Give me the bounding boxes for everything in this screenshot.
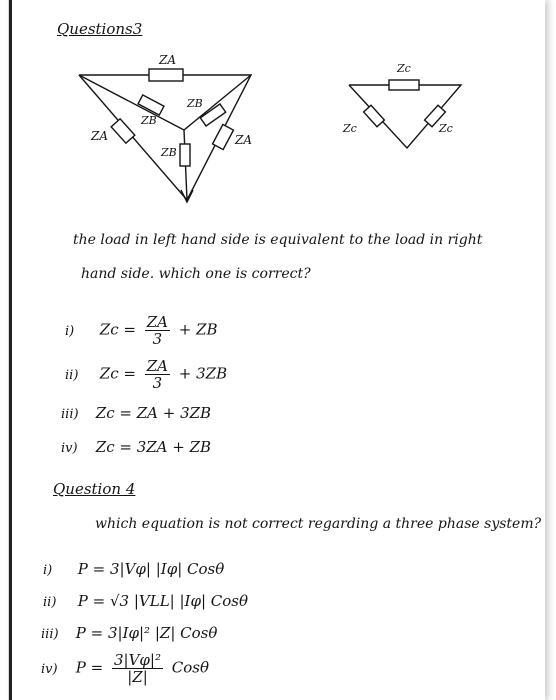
option-rest: + ZB (178, 320, 218, 339)
option-rest: + 3ZB (178, 364, 228, 383)
question-3-prompt-line1: the load in left hand side is equivalent to the load in right (73, 232, 483, 248)
option-number: i) (43, 563, 53, 578)
option-number: ii) (43, 595, 57, 610)
option-fraction (145, 314, 170, 347)
label-zc-left: Zc (343, 122, 357, 135)
label-zc-top: Zc (397, 62, 411, 75)
star-branch-left (79, 75, 184, 130)
label-zb-inner-left: ZB (141, 114, 157, 127)
delta-triangle (349, 85, 461, 148)
option-number: ii) (65, 367, 79, 383)
question-3-option-3[interactable] (61, 404, 211, 422)
question-3-option-2[interactable] (65, 358, 227, 391)
option-text: Zc = ZA + 3ZB (95, 404, 212, 422)
question-4-option-2[interactable] (43, 592, 248, 610)
option-number: i) (65, 323, 75, 339)
label-zb-inner-bottom: ZB (161, 146, 177, 159)
option-lhs: Zc = (99, 320, 136, 339)
option-number: iii) (61, 407, 79, 422)
fraction-denominator: |Z| (127, 668, 148, 686)
label-zc-right: Zc (439, 122, 453, 135)
option-rest: Cosθ (171, 658, 210, 677)
question-3-prompt-line2: hand side. which one is correct? (81, 266, 311, 282)
option-lhs: P = (75, 658, 104, 677)
question-3-title: Questions3 (57, 20, 143, 38)
option-number: iii) (41, 627, 59, 642)
option-text: P = 3|Vφ| |Iφ| Cosθ (77, 560, 225, 578)
delta-load-diagram (349, 80, 461, 148)
za-right-impedance (213, 124, 234, 149)
question-4-title: Question 4 (53, 480, 136, 498)
label-za-top: ZA (159, 53, 177, 67)
option-text: P = 3|Iφ|² |Z| Cosθ (75, 624, 218, 642)
fraction-numerator: 3|Vφ|² (114, 651, 161, 669)
option-text: P = √3 |VLL| |Iφ| Cosθ (77, 592, 249, 610)
fraction-denominator: 3 (152, 374, 163, 392)
zb-bottom-impedance (180, 144, 190, 166)
fraction-numerator: ZA (146, 313, 168, 331)
label-za-right: ZA (235, 133, 253, 147)
question-4-prompt: which equation is not correct regarding a three phase system? (95, 516, 542, 532)
question-3-option-4[interactable] (61, 438, 211, 456)
zc-top-impedance (389, 80, 419, 90)
label-za-left: ZA (91, 129, 109, 143)
question-3-option-1[interactable] (65, 314, 218, 347)
fraction-denominator: 3 (152, 330, 163, 348)
question-4-option-3[interactable] (41, 624, 217, 642)
option-fraction (145, 358, 170, 391)
option-number: iv) (41, 661, 58, 677)
option-number: iv) (61, 441, 78, 456)
za-left-impedance (111, 119, 135, 143)
worksheet-page (8, 0, 545, 700)
question-4-option-1[interactable] (43, 560, 224, 578)
option-text: Zc = 3ZA + ZB (95, 438, 212, 456)
label-zb-inner-top: ZB (187, 97, 203, 110)
za-top-impedance (149, 69, 183, 81)
zc-left-impedance (364, 105, 385, 127)
zb-right-impedance (200, 104, 225, 126)
fraction-numerator: ZA (146, 357, 168, 375)
question-4-option-4[interactable] (41, 652, 209, 685)
option-lhs: Zc = (99, 364, 136, 383)
option-fraction (112, 652, 163, 685)
